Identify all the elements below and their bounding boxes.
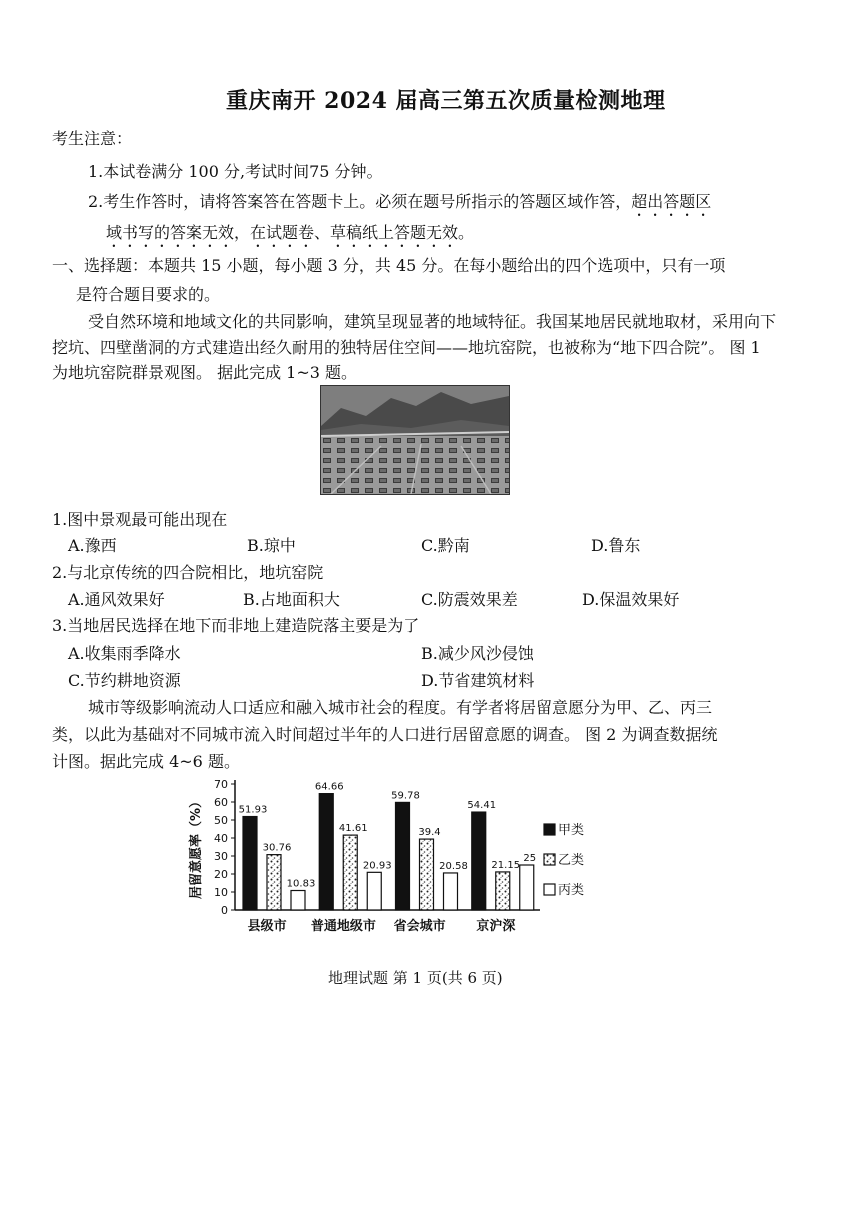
bar-value-label: 51.93	[238, 804, 268, 816]
question-2-option-b: B.占地面积大	[243, 590, 340, 609]
passage-1-line-2: 挖坑、四壁凿洞的方式建造出经久耐用的独特居住空间——地坑窑院，也被称为“地下四合院”。 图 1	[52, 338, 761, 357]
question-1-option-b: B.琼中	[247, 536, 296, 555]
legend-swatch-2	[544, 854, 555, 865]
x-category-label: 省会城市	[393, 919, 446, 934]
bar-1	[243, 817, 257, 910]
bar-2	[343, 835, 357, 910]
question-3-option-b: B.减少风沙侵蚀	[421, 644, 534, 663]
y-tick-label: 0	[221, 904, 228, 917]
question-2-stem: 2.与北京传统的四合院相比，地坑窑院	[52, 563, 324, 582]
bar-value-label: 54.41	[467, 800, 497, 812]
passage-2-line-3: 计图。据此完成 4~6 题。	[52, 752, 240, 771]
bar-value-label: 30.76	[262, 842, 292, 854]
question-3-option-a: A.收集雨季降水	[68, 644, 181, 663]
bar-value-label: 21.15	[491, 859, 521, 871]
residence-willingness-chart	[180, 770, 620, 950]
chart-svg	[180, 770, 620, 950]
bar-3	[520, 865, 534, 910]
bar-value-label: 10.83	[286, 878, 316, 890]
legend-swatch-1	[544, 824, 555, 835]
section-heading-line-2: 是符合题目要求的。	[76, 285, 221, 304]
bar-3	[291, 891, 305, 910]
y-tick-label: 20	[214, 868, 228, 881]
question-2-option-c: C.防震效果差	[421, 590, 518, 609]
notice-item-2-text: 2.考生作答时，请将答案答在答题卡上。必须在题号所指示的答题区域作答，	[88, 192, 632, 211]
bar-3	[367, 872, 381, 910]
section-heading-line-1: 一、选择题：本题共 15 小题，每小题 3 分，共 45 分。在每小题给出的四个选项中，只有一项	[52, 256, 726, 275]
x-category-label: 普通地级市	[310, 919, 376, 934]
bar-1	[396, 802, 410, 910]
question-2-option-a: A.通风效果好	[68, 590, 165, 609]
y-tick-label: 40	[214, 832, 228, 845]
passage-1-line-1: 受自然环境和地域文化的共同影响，建筑呈现显著的地域特征。我国某地居民就地取材，采用向下	[88, 312, 777, 331]
question-2-option-d: D.保温效果好	[582, 590, 680, 609]
passage-2-line-1: 城市等级影响流动人口适应和融入城市社会的程度。有学者将居留意愿分为甲、乙、丙三	[88, 698, 713, 717]
y-tick-label: 30	[214, 850, 228, 863]
bar-3	[444, 873, 458, 910]
y-tick-label: 10	[214, 886, 228, 899]
bar-value-label: 41.61	[338, 823, 368, 835]
bar-2	[267, 855, 281, 910]
question-1-option-a: A.豫西	[68, 536, 117, 555]
y-axis-label: 居留意愿率（%）	[189, 794, 204, 900]
notice-emphasis-1: 超出答题区	[631, 192, 712, 211]
bar-value-label: 64.66	[314, 781, 344, 793]
notice-item-2-line-1	[88, 189, 711, 220]
question-1-option-d: D.鲁东	[591, 536, 641, 555]
legend-label: 甲类	[558, 823, 585, 838]
x-category-label: 县级市	[247, 919, 287, 934]
pit-yard-landscape-photo	[320, 385, 510, 495]
bar-2	[420, 839, 434, 910]
bar-value-label: 25	[523, 853, 537, 864]
bar-1	[319, 794, 333, 910]
question-3-stem: 3.当地居民选择在地下而非地上建造院落主要是为了	[52, 616, 420, 635]
legend-swatch-3	[544, 884, 555, 895]
page-title: 重庆南开 2024 届高三第五次质量检测地理	[226, 88, 666, 114]
question-3-option-c: C.节约耕地资源	[68, 671, 181, 690]
bar-2	[496, 872, 510, 910]
y-tick-label: 50	[214, 814, 228, 827]
bar-1	[472, 812, 486, 910]
legend-label: 乙类	[558, 853, 585, 868]
question-3-option-d: D.节省建筑材料	[421, 671, 535, 690]
bar-value-label: 39.4	[418, 827, 441, 839]
page-footer: 地理试题 第 1 页(共 6 页)	[328, 969, 503, 987]
bar-value-label: 59.78	[391, 790, 420, 802]
question-1-option-c: C.黔南	[421, 536, 470, 555]
notice-heading: 考生注意：	[52, 129, 133, 148]
bar-value-label: 20.93	[362, 860, 392, 872]
passage-1-line-3: 为地坑窑院群景观图。 据此完成 1~3 题。	[52, 363, 358, 382]
question-1-stem: 1.图中景观最可能出现在	[52, 510, 228, 529]
notice-item-1: 1.本试卷满分 100 分,考试时间75 分钟。	[88, 162, 383, 181]
bar-value-label: 20.58	[439, 860, 468, 872]
y-tick-label: 70	[214, 778, 228, 791]
y-tick-label: 60	[214, 796, 228, 809]
x-category-label: 京沪深	[476, 919, 516, 934]
legend-label: 丙类	[558, 883, 585, 898]
notice-item-2-line-2: 域书写的答案无效，在试题卷、草稿纸上答题无效。	[106, 223, 475, 242]
passage-2-line-2: 类，以此为基础对不同城市流入时间超过半年的人口进行居留意愿的调查。 图 2 为调查数据统	[52, 725, 718, 744]
